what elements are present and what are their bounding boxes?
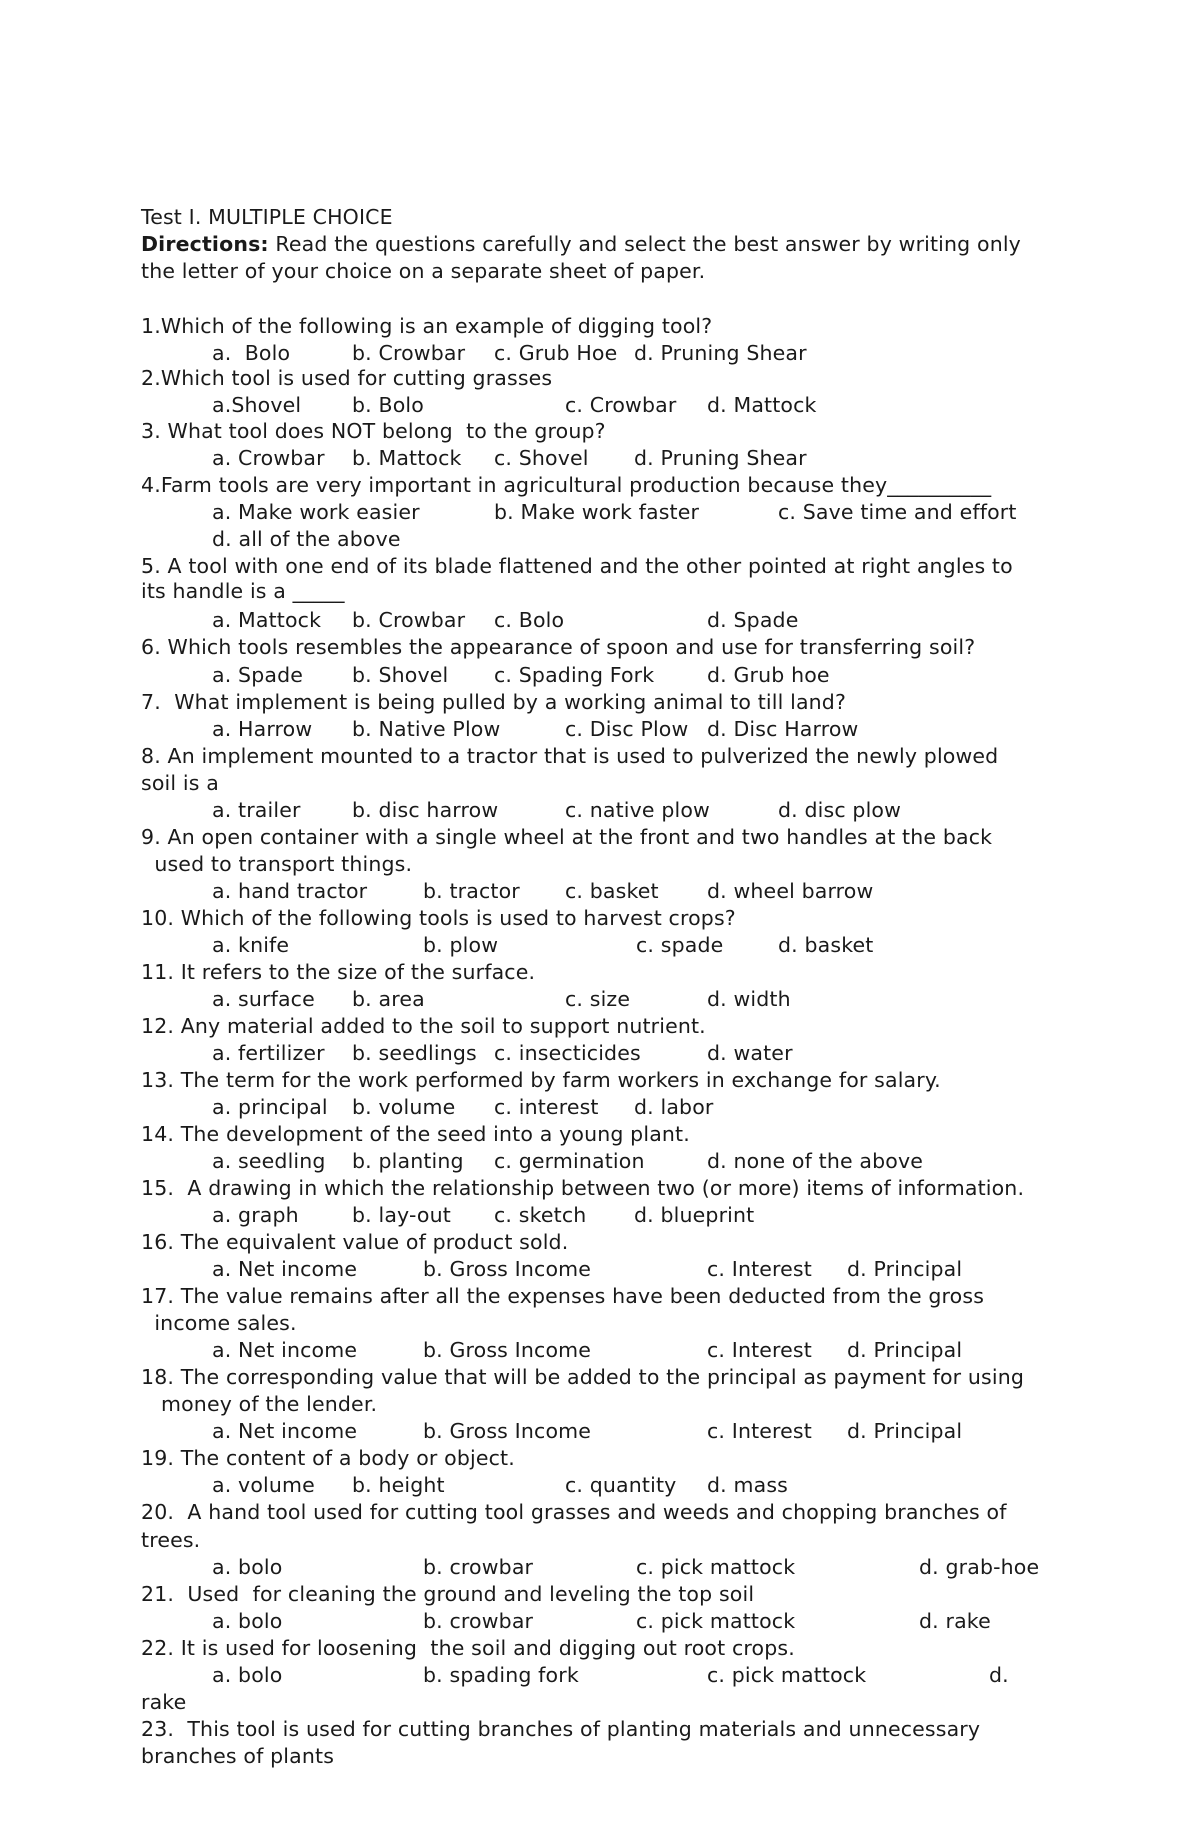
question-1-option: a. Bolo [212, 341, 291, 365]
question-2-option: a.Shovel [212, 393, 302, 417]
question-4-option: b. Make work faster [494, 500, 700, 524]
question-21-text: 21. Used for cleaning the ground and leveling the top soil [141, 1582, 755, 1606]
question-18-option: d. Principal [847, 1419, 963, 1443]
question-22-option: b. spading fork [423, 1663, 579, 1687]
directions [141, 234, 1021, 255]
test-title: Test I. MULTIPLE CHOICE [141, 205, 393, 229]
question-12-option: a. fertilizer [212, 1041, 325, 1065]
question-7-option: c. Disc Plow [565, 717, 689, 741]
question-6-text: 6. Which tools resembles the appearance of spoon and use for transferring soil? [141, 635, 976, 659]
question-18-text: 18. The corresponding value that will be added to the principal as payment for using [141, 1365, 1024, 1389]
question-7-text: 7. What implement is being pulled by a working animal to till land? [141, 690, 846, 714]
question-18-text: money of the lender. [141, 1392, 378, 1416]
question-5-option: a. Mattock [212, 608, 322, 632]
directions-text: Read the questions carefully and select the best answer by writing only [268, 232, 1021, 256]
question-13-option: b. volume [352, 1095, 456, 1119]
question-2-option: d. Mattock [707, 393, 817, 417]
question-12-option: d. water [707, 1041, 793, 1065]
question-22-option: c. pick mattock [707, 1663, 867, 1687]
question-21-option: c. pick mattock [636, 1609, 796, 1633]
question-14-option: d. none of the above [707, 1149, 923, 1173]
question-1-option: b. Crowbar [352, 341, 466, 365]
question-1-option: c. Grub Hoe [494, 341, 618, 365]
question-22-option: a. bolo [212, 1663, 283, 1687]
question-11-text: 11. It refers to the size of the surface. [141, 960, 536, 984]
question-7-option: b. Native Plow [352, 717, 501, 741]
question-10-text: 10. Which of the following tools is used to harvest crops? [141, 906, 736, 930]
question-8-option: d. disc plow [778, 798, 902, 822]
question-11-option: c. size [565, 987, 631, 1011]
question-13-option: d. labor [634, 1095, 714, 1119]
question-4-option: c. Save time and effort [778, 500, 1017, 524]
question-21-option: b. crowbar [423, 1609, 534, 1633]
directions-label: Directions: [141, 232, 269, 256]
question-20-option: b. crowbar [423, 1555, 534, 1579]
question-6-option: b. Shovel [352, 663, 449, 687]
question-10-option: b. plow [423, 933, 499, 957]
question-3-option: c. Shovel [494, 446, 589, 470]
question-17-option: a. Net income [212, 1338, 358, 1362]
question-15-option: a. graph [212, 1203, 299, 1227]
question-5-option: d. Spade [707, 608, 799, 632]
question-3-option: d. Pruning Shear [634, 446, 807, 470]
question-16-option: a. Net income [212, 1257, 358, 1281]
question-14-text: 14. The development of the seed into a young plant. [141, 1122, 690, 1146]
question-8-option: b. disc harrow [352, 798, 499, 822]
question-13-text: 13. The term for the work performed by farm workers in exchange for salary. [141, 1068, 941, 1092]
question-2-text: 2.Which tool is used for cutting grasses [141, 366, 553, 390]
question-16-option: b. Gross Income [423, 1257, 592, 1281]
question-5-text: its handle is a _____ [141, 579, 345, 603]
question-17-option: c. Interest [707, 1338, 812, 1362]
question-14-option: c. germination [494, 1149, 645, 1173]
question-15-text: 15. A drawing in which the relationship between two (or more) items of information. [141, 1176, 1025, 1200]
question-5-option: c. Bolo [494, 608, 565, 632]
question-4-option: a. Make work easier [212, 500, 420, 524]
question-8-option: c. native plow [565, 798, 710, 822]
question-4-option: d. all of the above [212, 527, 401, 551]
question-6-option: d. Grub hoe [707, 663, 830, 687]
question-3-text: 3. What tool does NOT belong to the group? [141, 419, 606, 443]
question-14-option: b. planting [352, 1149, 464, 1173]
question-1-option: d. Pruning Shear [634, 341, 807, 365]
question-8-text: soil is a [141, 771, 219, 795]
question-9-option: a. hand tractor [212, 879, 368, 903]
question-9-option: c. basket [565, 879, 659, 903]
question-22-text: 22. It is used for loosening the soil and digging out root crops. [141, 1636, 795, 1660]
question-12-text: 12. Any material added to the soil to support nutrient. [141, 1014, 706, 1038]
question-10-option: d. basket [778, 933, 874, 957]
question-9-option: b. tractor [423, 879, 520, 903]
question-6-option: a. Spade [212, 663, 304, 687]
question-7-option: a. Harrow [212, 717, 313, 741]
question-20-text: 20. A hand tool used for cutting tool grasses and weeds and chopping branches of [141, 1500, 1007, 1524]
question-16-option: c. Interest [707, 1257, 812, 1281]
question-9-text: used to transport things. [141, 852, 413, 876]
question-2-option: b. Bolo [352, 393, 424, 417]
question-19-option: a. volume [212, 1473, 315, 1497]
question-20-option: d. grab-hoe [919, 1555, 1040, 1579]
question-4-text: 4.Farm tools are very important in agricultural production because they__________ [141, 473, 992, 497]
question-19-option: b. height [352, 1473, 445, 1497]
question-19-option: c. quantity [565, 1473, 677, 1497]
question-12-option: c. insecticides [494, 1041, 641, 1065]
question-15-option: d. blueprint [634, 1203, 755, 1227]
question-1-text: 1.Which of the following is an example of digging tool? [141, 314, 713, 338]
question-9-text: 9. An open container with a single wheel at the front and two handles at the back [141, 825, 993, 849]
question-21-option: a. bolo [212, 1609, 283, 1633]
question-23-text: 23. This tool is used for cutting branches of planting materials and unnecessary [141, 1717, 981, 1741]
question-18-option: a. Net income [212, 1419, 358, 1443]
question-5-option: b. Crowbar [352, 608, 466, 632]
question-19-text: 19. The content of a body or object. [141, 1446, 515, 1470]
question-11-option: a. surface [212, 987, 315, 1011]
question-13-option: a. principal [212, 1095, 328, 1119]
question-17-text: 17. The value remains after all the expenses have been deducted from the gross [141, 1284, 985, 1308]
question-14-option: a. seedling [212, 1149, 326, 1173]
question-20-option: c. pick mattock [636, 1555, 796, 1579]
question-17-option: d. Principal [847, 1338, 963, 1362]
question-8-text: 8. An implement mounted to a tractor that is used to pulverized the newly plowed [141, 744, 999, 768]
question-11-option: b. area [352, 987, 425, 1011]
question-18-option: c. Interest [707, 1419, 812, 1443]
question-21-option: d. rake [919, 1609, 991, 1633]
question-11-option: d. width [707, 987, 791, 1011]
question-20-text: trees. [141, 1528, 201, 1552]
question-20-option: a. bolo [212, 1555, 283, 1579]
question-15-option: c. sketch [494, 1203, 587, 1227]
question-3-option: a. Crowbar [212, 446, 325, 470]
question-5-text: 5. A tool with one end of its blade flattened and the other pointed at right angles to [141, 554, 1013, 578]
question-2-option: c. Crowbar [565, 393, 677, 417]
question-17-text: income sales. [141, 1311, 297, 1335]
question-10-option: c. spade [636, 933, 724, 957]
question-15-option: b. lay-out [352, 1203, 451, 1227]
question-16-text: 16. The equivalent value of product sold. [141, 1230, 569, 1254]
question-16-option: d. Principal [847, 1257, 963, 1281]
question-18-option: b. Gross Income [423, 1419, 592, 1443]
question-6-option: c. Spading Fork [494, 663, 655, 687]
question-7-option: d. Disc Harrow [707, 717, 859, 741]
question-10-option: a. knife [212, 933, 290, 957]
question-19-option: d. mass [707, 1473, 788, 1497]
question-3-option: b. Mattock [352, 446, 462, 470]
question-9-option: d. wheel barrow [707, 879, 874, 903]
question-23-text: branches of plants [141, 1744, 335, 1768]
question-17-option: b. Gross Income [423, 1338, 592, 1362]
question-22-option: rake [141, 1690, 187, 1714]
question-8-option: a. trailer [212, 798, 301, 822]
question-13-option: c. interest [494, 1095, 599, 1119]
question-22-option: d. [989, 1663, 1009, 1687]
directions-text-2: the letter of your choice on a separate sheet of paper. [141, 259, 706, 283]
question-12-option: b. seedlings [352, 1041, 477, 1065]
